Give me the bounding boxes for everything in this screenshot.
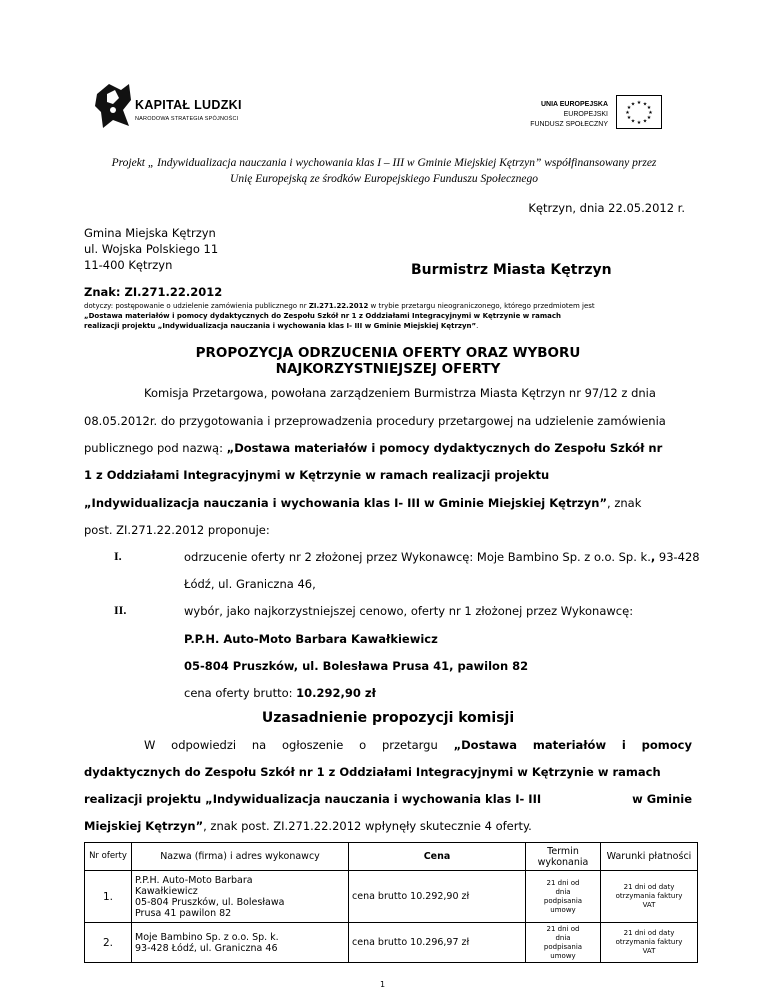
address-line3: 11-400 Kętrzyn (84, 258, 173, 272)
row2-term-l4: umowy (550, 951, 576, 960)
svg-text:★: ★ (642, 118, 648, 125)
page-number: 1 (380, 980, 386, 989)
justification-line3 (84, 792, 692, 806)
dotyczy-l1b: ZI.271.22.2012 (308, 302, 369, 310)
justification-title: Uzasadnienie propozycji komisji (261, 710, 515, 726)
row1-pay-l3: VAT (642, 901, 656, 909)
header-nr: Nr oferty (85, 843, 132, 871)
dotyczy-l3a: realizacji projektu „Indywidualizacja nauczania i wychowania klas I- III w Gminie Miejskiej Kętrzyn” (84, 322, 477, 330)
just-w2: odpowiedzi (171, 738, 237, 752)
project-info (70, 155, 698, 187)
item-ii-number: II. (114, 603, 127, 617)
row1-name-l4: Prusa 41 pawilon 82 (135, 907, 232, 919)
just-l3b: w Gminie (632, 792, 692, 806)
offers-table (84, 842, 698, 963)
header-payment: Warunki płatności (601, 843, 698, 871)
row2-payment (601, 923, 698, 963)
just-w7: „Dostawa (453, 738, 518, 752)
justification-line1 (84, 738, 692, 752)
heading-line2: NAJKORZYSTNIEJSZEJ OFERTY (275, 361, 501, 377)
body-line5a: „Indywidualizacja nauczania i wychowania klas I- III w Gminie Miejskiej Kętrzyn” (84, 496, 608, 510)
item-i-line2: Łódź, ul. Graniczna 46, (184, 577, 316, 591)
ue-logo-text (530, 100, 608, 130)
just-w3: na (251, 738, 267, 752)
row2-term-l1: 21 dni od (546, 924, 580, 933)
svg-text:★: ★ (626, 105, 632, 111)
just-w6: przetargu (381, 738, 438, 752)
project-line2: Unię Europejską ze środków Europejskiego Funduszu Społecznego (230, 173, 538, 185)
table-header-row (85, 843, 698, 871)
just-w10: pomocy (641, 738, 692, 752)
ue-line3: FUNDUSZ SPOŁECZNY (530, 121, 608, 128)
justification-line4 (84, 819, 532, 833)
svg-text:★: ★ (626, 115, 632, 121)
item-ii-name: P.P.H. Auto-Moto Barbara Kawałkiewicz (184, 632, 438, 646)
row2-term-l2: dnia (555, 933, 571, 942)
document-heading (84, 345, 692, 377)
just-w4: ogłoszenie (282, 738, 344, 752)
svg-text:★: ★ (642, 101, 648, 108)
row1-price: cena brutto 10.292,90 zł (349, 871, 526, 923)
row2-name-l1: Moje Bambino Sp. z o.o. Sp. k. (135, 931, 279, 943)
item-ii-line1: wybór, jako najkorzystniejszej cenowo, oferty nr 1 złożonej przez Wykonawcę: (184, 604, 634, 618)
body-line1: Komisja Przetargowa, powołana zarządzeniem Burmistrza Miasta Kętrzyn nr 97/12 z dnia (144, 386, 656, 400)
row1-term-l1: 21 dni od (546, 878, 580, 887)
subject-note (84, 301, 694, 331)
svg-text:★: ★ (648, 110, 653, 116)
heading-line1: PROPOZYCJA ODRZUCENIA OFERTY ORAZ WYBORU (195, 345, 581, 361)
item-i-l1c: 93-428 (655, 550, 700, 564)
body-line2: 08.05.2012r. do przygotowania i przeprowadzenia procedury przetargowej na udzielenie zamówienia (84, 414, 666, 428)
row1-name-l2: Kawałkiewicz (135, 885, 198, 897)
row2-pay-l1: 21 dni od daty (623, 929, 675, 937)
row1-term (526, 871, 601, 923)
project-line1: Projekt „ Indywidualizacja nauczania i wychowania klas I – III w Gminie Miejskiej Kętrzyn” współfinansowany przez (111, 157, 657, 169)
just-l3a: realizacji projektu „Indywidualizacja nauczania i wychowania klas I- III (84, 792, 542, 806)
just-w5: o (359, 738, 367, 752)
row1-pay-l1: 21 dni od daty (623, 883, 675, 891)
sender-address (84, 225, 218, 273)
kapital-ludzki-logo (95, 80, 245, 132)
kapital-ludzki-title: KAPITAŁ LUDZKI (135, 98, 242, 112)
body-line5 (84, 496, 641, 510)
row1-payment (601, 871, 698, 923)
ue-line1: UNIA EUROPEJSKA (540, 101, 608, 108)
row2-term-l3: podpisania (543, 942, 583, 951)
svg-text:★: ★ (646, 115, 652, 121)
row2-pay-l3: VAT (642, 947, 656, 955)
item-i-line1 (184, 550, 700, 564)
row1-term-l4: umowy (550, 905, 576, 914)
row1-name-l1: P.P.H. Auto-Moto Barbara (135, 874, 253, 886)
row1-pay-l2: otrzymania faktury (615, 892, 683, 900)
svg-text:★: ★ (636, 120, 642, 126)
body-line6: post. ZI.271.22.2012 proponuje: (84, 523, 270, 537)
row1-term-l3: podpisania (543, 896, 583, 905)
just-w8: materiałów (532, 738, 607, 752)
address-line2: ul. Wojska Polskiego 11 (84, 242, 219, 256)
eu-flag-icon (616, 95, 662, 129)
row1-name-l3: 05-804 Pruszków, ul. Bolesława (135, 896, 285, 908)
item-ii-price-value: 10.292,90 zł (296, 686, 376, 700)
svg-text:★: ★ (630, 101, 636, 108)
ue-line2: EUROPEJSKI (563, 111, 608, 118)
row1-name (132, 871, 349, 923)
table-row (85, 871, 698, 923)
item-ii-price (184, 686, 376, 700)
row2-term (526, 923, 601, 963)
row2-name-l2: 93-428 Łódź, ul. Graniczna 46 (135, 942, 278, 954)
svg-text:★: ★ (625, 110, 630, 116)
table-row (85, 923, 698, 963)
row2-pay-l2: otrzymania faktury (615, 938, 683, 946)
dotyczy-l1a: dotyczy: postępowanie o udzielenie zamówienia publicznego nr (84, 302, 309, 310)
svg-text:★: ★ (636, 100, 642, 106)
row2-name (132, 923, 349, 963)
kapital-ludzki-emblem-icon (95, 80, 133, 132)
row2-nr: 2. (85, 923, 132, 963)
row1-term-l2: dnia (555, 887, 571, 896)
body-line4: 1 z Oddziałami Integracyjnymi w Kętrzynie w ramach realizacji projektu (84, 468, 550, 482)
dotyczy-l1c: w trybie przetargu nieograniczonego, którego przedmiotem jest (368, 302, 595, 310)
just-w1: W (144, 738, 156, 752)
item-i-l1a: odrzucenie oferty nr 2 złożonej przez Wykonawcę: Moje Bambino Sp. z o.o. Sp. k. (184, 550, 651, 564)
header-name: Nazwa (firma) i adres wykonawcy (132, 843, 349, 871)
body-line3 (84, 441, 662, 455)
dotyczy-l3b: . (476, 322, 479, 330)
kapital-ludzki-subtitle: NARODOWA STRATEGIA SPÓJNOŚCI (135, 116, 239, 122)
just-l4b: , znak post. ZI.271.22.2012 wpłynęły skutecznie 4 oferty. (203, 819, 532, 833)
item-ii-price-label: cena oferty brutto: (184, 686, 297, 700)
document-date: Kętrzyn, dnia 22.05.2012 r. (528, 201, 685, 215)
row2-price: cena brutto 10.296,97 zł (349, 923, 526, 963)
body-line5b: , znak (607, 496, 642, 510)
header-term: Termin wykonania (526, 843, 601, 871)
svg-text:★: ★ (630, 118, 636, 125)
reference-number: Znak: ZI.271.22.2012 (84, 285, 223, 299)
header-price: Cena (349, 843, 526, 871)
body-line3a: publicznego pod nazwą: (84, 441, 227, 455)
just-l4a: Miejskiej Kętrzyn” (84, 819, 204, 833)
justification-line2: dydaktycznych do Zespołu Szkół nr 1 z Oddziałami Integracyjnymi w Kętrzynie w ramach (84, 765, 661, 779)
dotyczy-l2: „Dostawa materiałów i pomocy dydaktycznych do Zespołu Szkół nr 1 z Oddziałami Integracyjnymi w Kętrzynie w ramach (84, 312, 561, 320)
address-line1: Gmina Miejska Kętrzyn (84, 226, 216, 240)
row1-nr: 1. (85, 871, 132, 923)
body-line3b: „Dostawa materiałów i pomocy dydaktycznych do Zespołu Szkół nr (226, 441, 663, 455)
svg-text:★: ★ (646, 105, 652, 111)
item-ii-address: 05-804 Pruszków, ul. Bolesława Prusa 41, pawilon 82 (184, 659, 529, 673)
just-w9: i (621, 738, 626, 752)
item-i-l1b: , (650, 550, 656, 564)
recipient: Burmistrz Miasta Kętrzyn (411, 262, 612, 278)
item-i-number: I. (114, 549, 122, 563)
